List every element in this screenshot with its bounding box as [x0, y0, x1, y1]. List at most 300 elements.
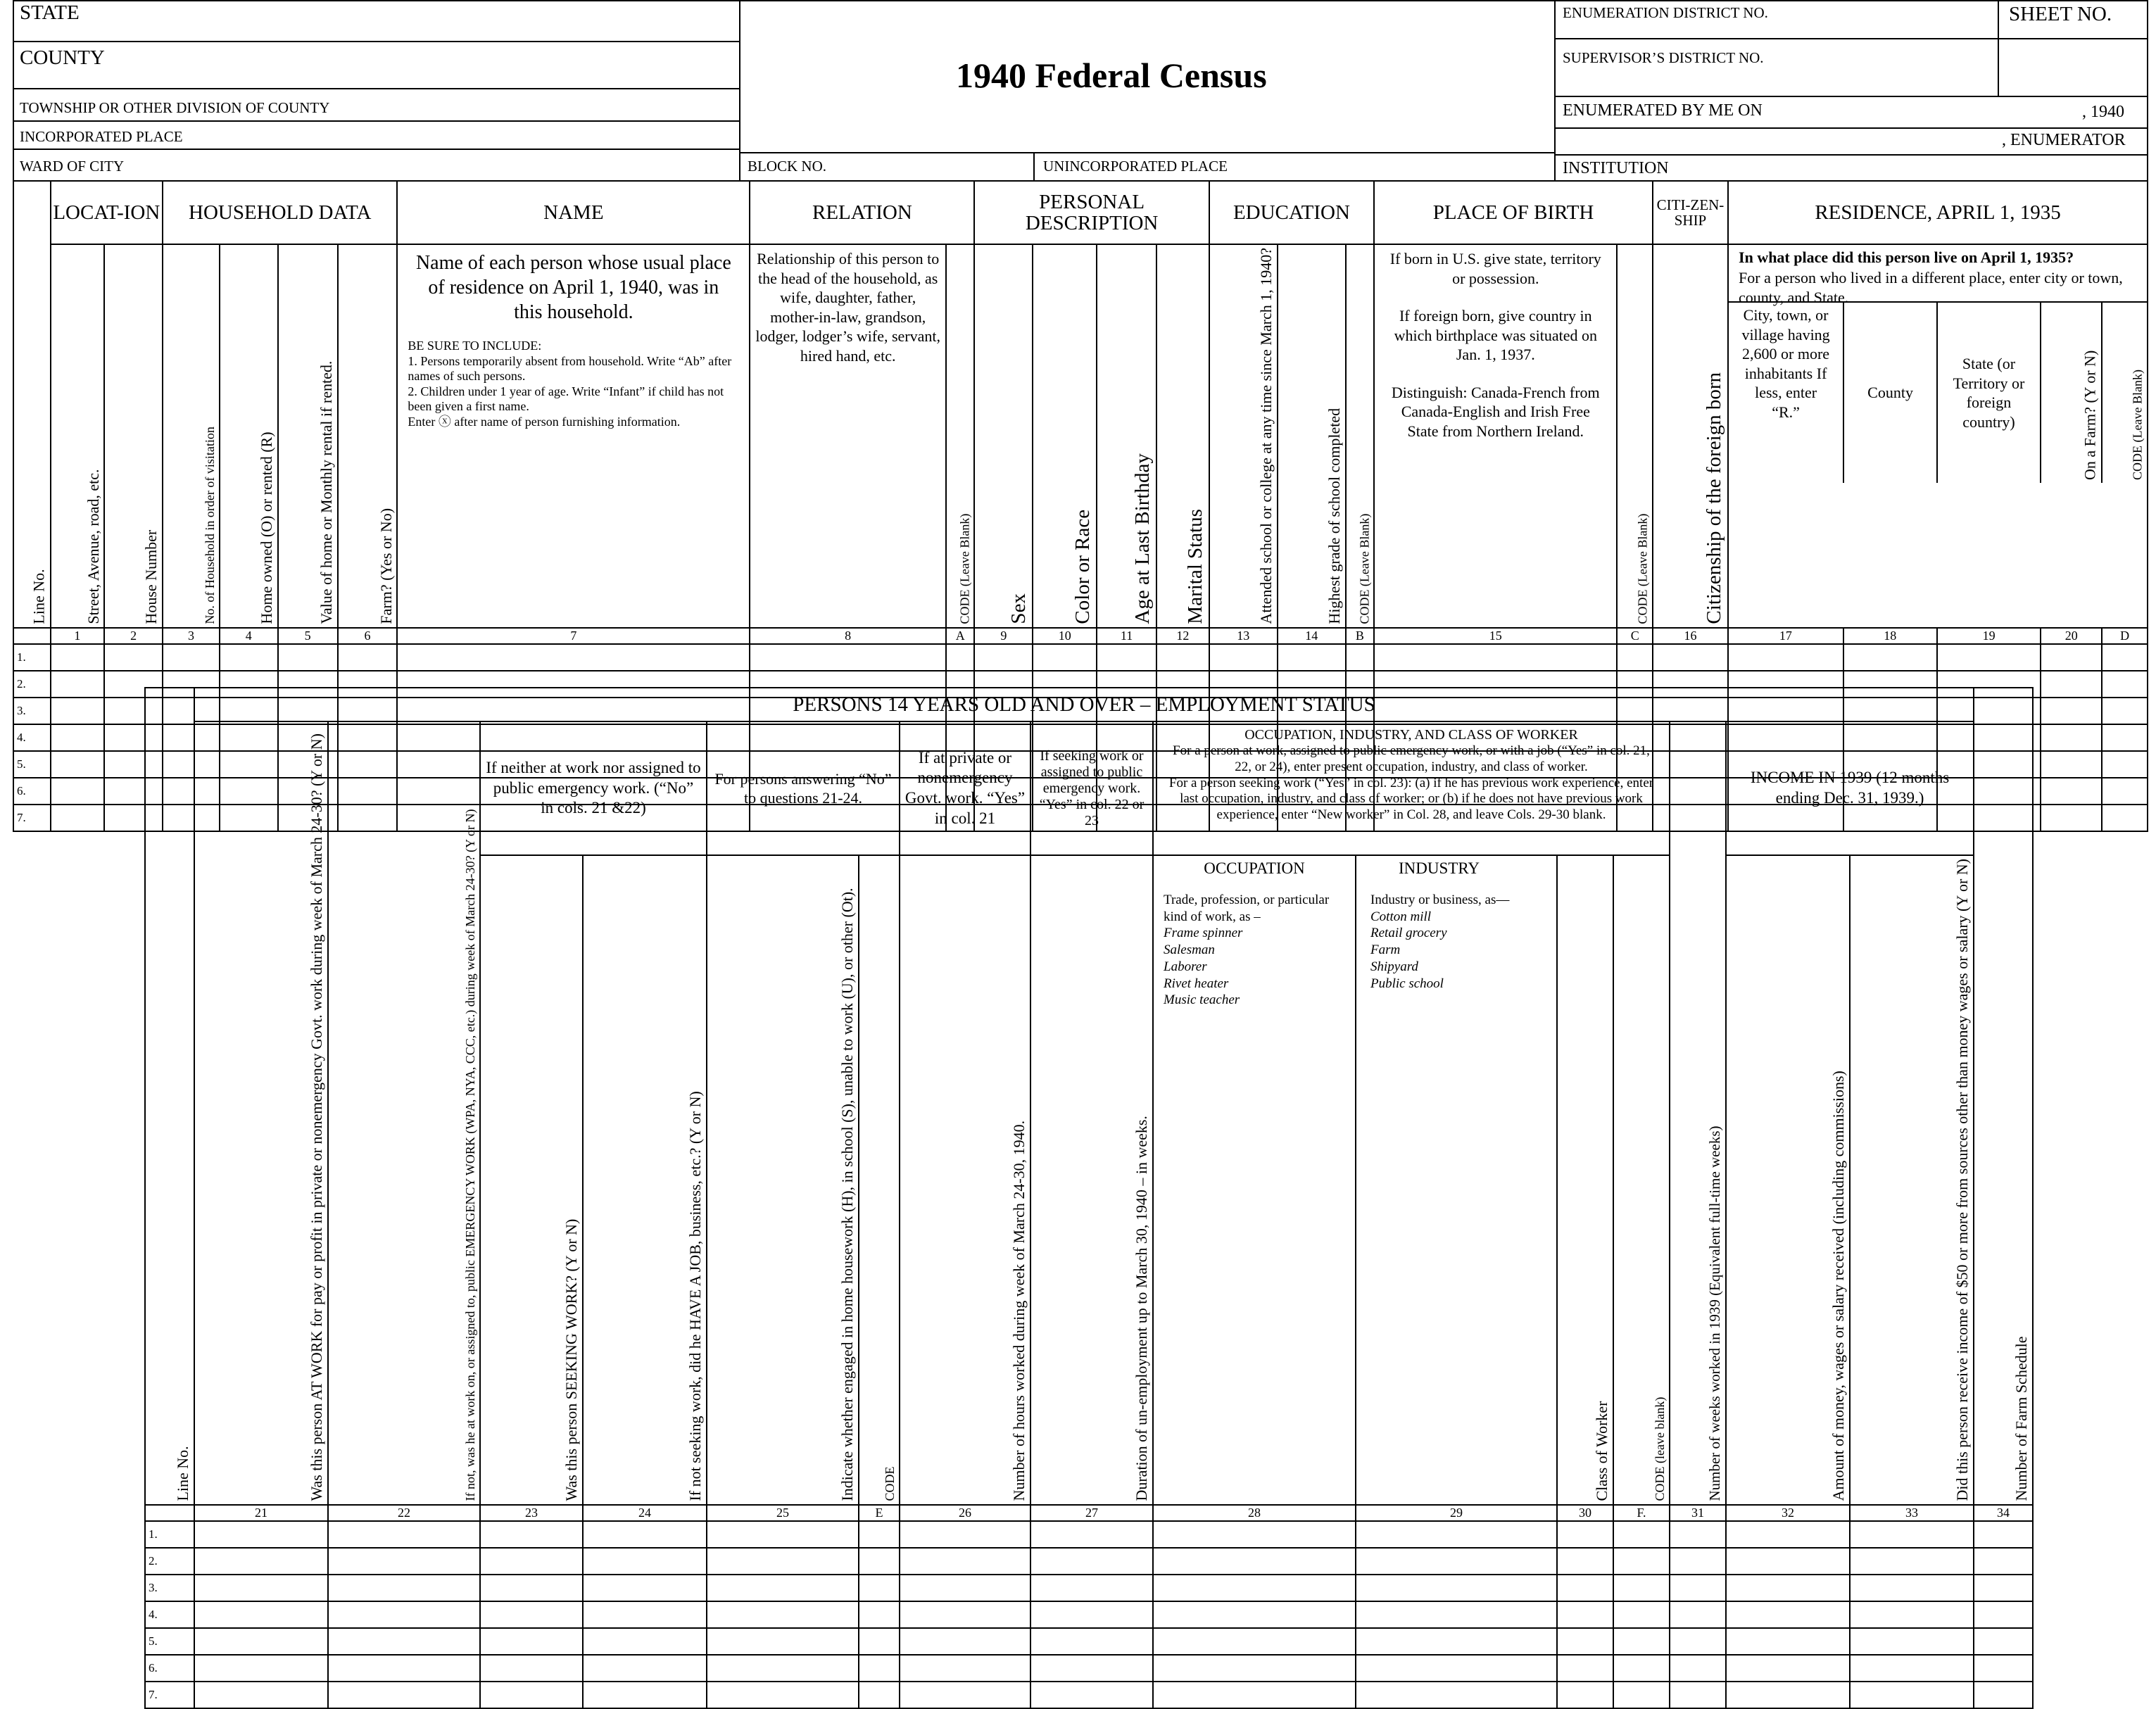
street-col: Street, Avenue, road, etc. — [51, 244, 105, 628]
entry-cell[interactable] — [1843, 644, 1937, 671]
entry-cell[interactable] — [2102, 671, 2148, 698]
entry-cell[interactable] — [328, 1521, 480, 1548]
entry-cell[interactable] — [2102, 724, 2148, 751]
farm-schedule-col: Number of Farm Schedule — [1974, 688, 2033, 1505]
entry-cell[interactable] — [859, 1601, 900, 1628]
column-number: 18 — [1843, 628, 1937, 644]
weeks-worked-col: Number of weeks worked in 1939 (Equivalent full-time weeks) — [1670, 721, 1726, 1505]
entry-cell[interactable] — [707, 1575, 859, 1601]
sex-col: Sex — [974, 244, 1033, 628]
entry-cell[interactable] — [1153, 1682, 1356, 1708]
entry-cell[interactable] — [707, 1628, 859, 1655]
entry-cell[interactable] — [1850, 1548, 1974, 1575]
column-number-row — [13, 628, 2148, 644]
entry-cell[interactable] — [480, 1655, 583, 1682]
entry-cell[interactable] — [900, 1682, 1030, 1708]
county-label: COUNTY — [20, 46, 105, 69]
personal-group: PERSONAL DESCRIPTION — [974, 181, 1209, 244]
column-number: 26 — [900, 1505, 1030, 1521]
entry-cell[interactable] — [1153, 1521, 1356, 1548]
line-number: 2. — [145, 1548, 194, 1575]
entry-cell[interactable] — [2041, 671, 2102, 698]
entry-cell[interactable] — [2102, 751, 2148, 778]
city-col: City, town, or village having 2,600 or more inhabitants If less, enter “R.” — [1729, 303, 1843, 483]
entry-cell[interactable] — [707, 1548, 859, 1575]
table-row — [145, 1682, 2033, 1708]
entry-cell[interactable] — [1726, 1682, 1850, 1708]
occupation-note-2: For a person seeking work (“Yes” in col. 23): (a) if he has previous work experience, enter last occupation, industry, and class of worker; or (b) if he does not have previous work experience, enter “New worker” in Col. 28, and leave Cols. 29-30 blank. — [1168, 775, 1654, 823]
entry-cell[interactable] — [1030, 1575, 1153, 1601]
incorporated-label: INCORPORATED PLACE — [20, 128, 183, 145]
entry-cell[interactable] — [2041, 724, 2102, 751]
entry-cell[interactable] — [1670, 1655, 1726, 1682]
race-col: Color or Race — [1033, 244, 1097, 628]
entry-cell[interactable] — [194, 1601, 328, 1628]
entry-cell[interactable] — [1278, 644, 1346, 671]
line-number: 7. — [13, 805, 51, 831]
entry-cell[interactable] — [104, 644, 163, 671]
entry-cell[interactable] — [1974, 1601, 2033, 1628]
entry-cell[interactable] — [1613, 1601, 1670, 1628]
entry-cell[interactable] — [338, 644, 398, 671]
column-number: 31 — [1670, 1505, 1726, 1521]
entry-cell[interactable] — [1726, 1575, 1850, 1601]
farm-col: Farm? (Yes or No) — [338, 244, 398, 628]
entry-cell[interactable] — [1613, 1521, 1670, 1548]
housework-col: Indicate whether engaged in home housework (H), in school (S), unable to work (U), or other (Ot). — [707, 855, 859, 1505]
entry-cell[interactable] — [480, 1548, 583, 1575]
entry-cell[interactable] — [1850, 1655, 1974, 1682]
year-suffix: , 1940 — [2082, 103, 2124, 121]
entry-cell[interactable] — [1030, 1601, 1153, 1628]
seeking-col: Was this person SEEKING WORK? (Y or N) — [480, 855, 583, 1505]
entry-cell[interactable] — [1974, 1575, 2033, 1601]
entry-cell[interactable] — [1670, 1575, 1726, 1601]
industry-example-5: Public school — [1370, 976, 1444, 991]
entry-cell[interactable] — [1356, 1628, 1557, 1655]
owned-col: Home owned (O) or rented (R) — [220, 244, 278, 628]
entry-cell[interactable] — [1670, 1628, 1726, 1655]
bottom-line-no-header: Line No. — [145, 688, 194, 1505]
at-work-col: Was this person AT WORK for pay or profit in private or nonemergency Govt. work during week of March 24-30? (Y or N) — [194, 721, 328, 1505]
entry-cell[interactable] — [2041, 644, 2102, 671]
code-b-col: CODE (Leave Blank) — [1346, 244, 1374, 628]
code-c-col: CODE (Leave Blank) — [1617, 244, 1652, 628]
entry-cell[interactable] — [900, 1521, 1030, 1548]
entry-cell[interactable] — [1613, 1575, 1670, 1601]
entry-cell[interactable] — [1153, 1655, 1356, 1682]
entry-cell[interactable] — [328, 1601, 480, 1628]
entry-cell[interactable] — [707, 1682, 859, 1708]
private-work-group: If at private or nonemergency Govt. work. “Yes” in col. 21 — [900, 721, 1030, 855]
entry-cell[interactable] — [1670, 1548, 1726, 1575]
name-item-1: 1. Persons temporarily absent from household. Write “Ab” after names of such persons. — [408, 353, 732, 384]
name-instructions: Name of each person whose usual place of residence on April 1, 1940, was in this household. — [415, 252, 731, 323]
occupation-title: OCCUPATION, INDUSTRY, AND CLASS OF WORKER — [1244, 727, 1578, 743]
entry-cell[interactable] — [1726, 1521, 1850, 1548]
column-number: 15 — [1374, 628, 1617, 644]
column-number: 21 — [194, 1505, 328, 1521]
column-number: 4 — [220, 628, 278, 644]
column-number: 9 — [974, 628, 1033, 644]
entry-cell[interactable] — [1030, 1521, 1153, 1548]
citizen-group: CITI-ZEN-SHIP — [1653, 181, 1728, 244]
entry-cell[interactable] — [1974, 1682, 2033, 1708]
entry-cell[interactable] — [1974, 1628, 2033, 1655]
entry-cell[interactable] — [328, 1628, 480, 1655]
table-row — [145, 1655, 2033, 1682]
value-col: Value of home or Monthly rental if rented. — [278, 244, 338, 628]
entry-cell[interactable] — [1974, 1655, 2033, 1682]
code-e-col: CODE — [859, 855, 900, 1505]
name-group: NAME — [397, 181, 750, 244]
birth-group: PLACE OF BIRTH — [1374, 181, 1653, 244]
entry-cell[interactable] — [194, 1682, 328, 1708]
column-number: 25 — [707, 1505, 859, 1521]
entry-cell[interactable] — [1613, 1548, 1670, 1575]
column-number: D — [2102, 628, 2148, 644]
entry-cell[interactable] — [900, 1655, 1030, 1682]
table-row — [145, 1628, 2033, 1655]
table-row — [145, 1521, 2033, 1548]
birth-note-3: Distinguish: Canada-French from Canada-English and Irish Free State from Northern Ireland. — [1391, 383, 1600, 440]
entry-cell[interactable] — [1557, 1521, 1613, 1548]
duration-col: Duration of un-employment up to March 30, 1940 – in weeks. — [1030, 855, 1153, 1505]
table-row — [13, 644, 2148, 671]
entry-cell[interactable] — [480, 1601, 583, 1628]
column-number: 14 — [1278, 628, 1346, 644]
name-item-2: 2. Children under 1 year of age. Write “Infant” if child has not been given a first name. — [408, 384, 724, 414]
column-number: E — [859, 1505, 900, 1521]
entry-cell[interactable] — [1937, 644, 2041, 671]
township-label: TOWNSHIP OR OTHER DIVISION OF COUNTY — [20, 99, 330, 116]
column-number: 20 — [2041, 628, 2102, 644]
entry-cell[interactable] — [1726, 1628, 1850, 1655]
occupation-desc: Trade, profession, or particular kind of work, as – — [1164, 892, 1330, 924]
column-number: F. — [1613, 1505, 1670, 1521]
column-number: 12 — [1156, 628, 1209, 644]
relation-col: Relationship of this person to the head of the household, as wife, daughter, father, mother-in-law, grandson, lodger, lodger’s wife, servant, hired hand, etc. — [750, 244, 946, 628]
column-number: B — [1346, 628, 1374, 644]
line-number: 5. — [145, 1628, 194, 1655]
column-number: 11 — [1097, 628, 1156, 644]
occupation-example-1: Frame spinner — [1164, 926, 1243, 941]
occupation-col — [1153, 855, 1356, 1505]
entry-cell[interactable] — [1356, 1655, 1557, 1682]
column-number: 34 — [1974, 1505, 2033, 1521]
entry-cell[interactable] — [1670, 1682, 1726, 1708]
unincorporated-label: UNINCORPORATED PLACE — [1043, 158, 1228, 175]
line-number: 6. — [13, 778, 51, 805]
entry-cell[interactable] — [1557, 1601, 1613, 1628]
entry-cell[interactable] — [1613, 1628, 1670, 1655]
answering-no-group: For persons answering “No” to questions 21-24. — [707, 721, 900, 855]
line-number: 1. — [145, 1521, 194, 1548]
entry-cell[interactable] — [1356, 1521, 1557, 1548]
column-number: 29 — [1356, 1505, 1557, 1521]
census-header — [13, 0, 2148, 182]
column-number: 1 — [51, 628, 105, 644]
bottom-column-number-row — [145, 1505, 2033, 1521]
entry-cell[interactable] — [397, 644, 750, 671]
table-row — [145, 1548, 2033, 1575]
column-number: 16 — [1653, 628, 1728, 644]
state-col: State (or Territory or foreign country) — [1937, 303, 2041, 483]
entry-cell[interactable] — [51, 805, 105, 831]
industry-example-2: Retail grocery — [1370, 926, 1447, 941]
entry-cell[interactable] — [583, 1521, 707, 1548]
occupation-group — [1153, 721, 1670, 855]
house-col: House Number — [104, 244, 163, 628]
column-number: 24 — [583, 1505, 707, 1521]
entry-cell[interactable] — [1033, 644, 1097, 671]
hours-col: Number of hours worked during week of March 24-30, 1940. — [900, 855, 1030, 1505]
entry-cell[interactable] — [1030, 1682, 1153, 1708]
residence-note: For a person who lived in a different place, enter city or town, county, and State. — [1739, 268, 2123, 307]
household-group: HOUSEHOLD DATA — [163, 181, 397, 244]
entry-cell[interactable] — [220, 644, 278, 671]
entry-cell[interactable] — [1153, 1548, 1356, 1575]
column-number: 27 — [1030, 1505, 1153, 1521]
entry-cell[interactable] — [1613, 1682, 1670, 1708]
entry-cell[interactable] — [859, 1628, 900, 1655]
entry-cell[interactable] — [900, 1575, 1030, 1601]
entry-cell[interactable] — [583, 1548, 707, 1575]
column-number: 32 — [1726, 1505, 1850, 1521]
entry-cell[interactable] — [163, 644, 220, 671]
entry-cell[interactable] — [1346, 644, 1374, 671]
entry-cell[interactable] — [1356, 1548, 1557, 1575]
entry-cell[interactable] — [1097, 644, 1156, 671]
entry-cell[interactable] — [2102, 778, 2148, 805]
industry-example-1: Cotton mill — [1370, 909, 1432, 924]
occupation-heading: OCCUPATION — [1204, 859, 1305, 877]
entry-cell[interactable] — [1974, 1548, 2033, 1575]
entry-cell[interactable] — [328, 1655, 480, 1682]
column-number: 17 — [1728, 628, 1843, 644]
entry-cell[interactable] — [859, 1548, 900, 1575]
entry-cell[interactable] — [194, 1628, 328, 1655]
entry-cell[interactable] — [2102, 644, 2148, 671]
entry-cell[interactable] — [1728, 644, 1843, 671]
entry-cell[interactable] — [750, 644, 946, 671]
name-item-3: Enter ⓧ after name of person furnishing information. — [408, 414, 681, 429]
occupation-example-2: Salesman — [1164, 942, 1215, 957]
location-group: LOCAT-ION — [51, 181, 163, 244]
name-sure: BE SURE TO INCLUDE: — [408, 339, 542, 353]
onfarm-col: On a Farm? (Y or N) — [2041, 303, 2102, 483]
entry-cell[interactable] — [1726, 1601, 1850, 1628]
state-label: STATE — [20, 1, 80, 24]
line-no-header: Line No. — [13, 181, 51, 628]
entry-cell[interactable] — [1670, 1601, 1726, 1628]
enum-district-label: ENUMERATION DISTRICT NO. — [1563, 4, 1768, 21]
entry-cell[interactable] — [900, 1628, 1030, 1655]
code-f-col: CODE (leave blank) — [1613, 855, 1670, 1505]
entry-cell[interactable] — [1726, 1548, 1850, 1575]
entry-cell[interactable] — [1850, 1628, 1974, 1655]
income-group: INCOME IN 1939 (12 months ending Dec. 31, 1939.) — [1726, 721, 1974, 855]
entry-cell[interactable] — [1030, 1548, 1153, 1575]
entry-cell[interactable] — [859, 1521, 900, 1548]
entry-cell[interactable] — [2041, 778, 2102, 805]
entry-cell[interactable] — [51, 751, 105, 778]
industry-heading: INDUSTRY — [1399, 859, 1480, 877]
entry-cell[interactable] — [51, 698, 105, 724]
entry-cell[interactable] — [1153, 1575, 1356, 1601]
entry-cell[interactable] — [1153, 1601, 1356, 1628]
entry-cell[interactable] — [1557, 1548, 1613, 1575]
entry-cell[interactable] — [1726, 1655, 1850, 1682]
block-label: BLOCK NO. — [748, 158, 827, 175]
entry-cell[interactable] — [707, 1521, 859, 1548]
entry-cell[interactable] — [1557, 1628, 1613, 1655]
column-number: A — [946, 628, 974, 644]
entry-cell[interactable] — [859, 1655, 900, 1682]
code-d-col: CODE (Leave Blank) — [2102, 303, 2147, 483]
seeking-work-group: If seeking work or assigned to public emergency work. “Yes” in col. 22 or 23 — [1030, 721, 1153, 855]
entry-cell[interactable] — [51, 671, 105, 698]
line-number: 1. — [13, 644, 51, 671]
entry-cell[interactable] — [1670, 1521, 1726, 1548]
entry-cell[interactable] — [51, 644, 105, 671]
entry-cell[interactable] — [1356, 1601, 1557, 1628]
enumerated-label: ENUMERATED BY ME ON — [1563, 101, 1763, 120]
class-worker-col: Class of Worker — [1557, 855, 1613, 1505]
neither-group: If neither at work nor assigned to public emergency work. (“No” in cols. 21 &22) — [480, 721, 707, 855]
entry-cell[interactable] — [480, 1682, 583, 1708]
entry-cell[interactable] — [2041, 698, 2102, 724]
residence-question: In what place did this person live on April 1, 1935? — [1739, 248, 2074, 266]
name-col — [397, 244, 750, 628]
entry-cell[interactable] — [1209, 644, 1278, 671]
entry-cell[interactable] — [1557, 1655, 1613, 1682]
entry-cell[interactable] — [1557, 1575, 1613, 1601]
entry-cell[interactable] — [51, 778, 105, 805]
entry-cell[interactable] — [1153, 1628, 1356, 1655]
entry-cell[interactable] — [1850, 1682, 1974, 1708]
column-number: 7 — [397, 628, 750, 644]
have-job-col: If not seeking work, did he HAVE A JOB, business, etc.? (Y or N) — [583, 855, 707, 1505]
employment-title: PERSONS 14 YEARS OLD AND OVER – EMPLOYMENT STATUS — [194, 688, 1974, 721]
entry-cell[interactable] — [859, 1575, 900, 1601]
entry-cell[interactable] — [1850, 1521, 1974, 1548]
institution-label: INSTITUTION — [1563, 159, 1669, 177]
entry-cell[interactable] — [1356, 1682, 1557, 1708]
column-number: C — [1617, 628, 1652, 644]
entry-cell[interactable] — [328, 1548, 480, 1575]
household-no-col: No. of Household in order of visitation — [163, 244, 220, 628]
entry-cell[interactable] — [974, 644, 1033, 671]
entry-cell[interactable] — [583, 1575, 707, 1601]
table-row — [145, 1575, 2033, 1601]
column-number: 33 — [1850, 1505, 1974, 1521]
line-number: 3. — [13, 698, 51, 724]
column-number: 23 — [480, 1505, 583, 1521]
wages-col: Amount of money, wages or salary received (including commissions) — [1726, 855, 1850, 1505]
entry-cell[interactable] — [1653, 644, 1728, 671]
industry-example-3: Farm — [1370, 942, 1401, 957]
entry-cell[interactable] — [194, 1548, 328, 1575]
line-number: 4. — [13, 724, 51, 751]
entry-cell[interactable] — [900, 1548, 1030, 1575]
entry-cell[interactable] — [51, 724, 105, 751]
ward-label: WARD OF CITY — [20, 158, 125, 175]
entry-cell[interactable] — [583, 1682, 707, 1708]
entry-cell[interactable] — [480, 1521, 583, 1548]
entry-cell[interactable] — [1030, 1628, 1153, 1655]
entry-cell[interactable] — [1356, 1575, 1557, 1601]
industry-desc: Industry or business, as— — [1370, 892, 1510, 907]
citizenship-col: Citizenship of the foreign born — [1653, 244, 1728, 628]
entry-cell[interactable] — [278, 644, 338, 671]
entry-cell[interactable] — [480, 1628, 583, 1655]
occupation-example-4: Rivet heater — [1164, 976, 1229, 991]
line-number: 6. — [145, 1655, 194, 1682]
column-number: 28 — [1153, 1505, 1356, 1521]
entry-cell[interactable] — [2102, 698, 2148, 724]
line-number: 7. — [145, 1682, 194, 1708]
entry-cell[interactable] — [707, 1655, 859, 1682]
entry-cell[interactable] — [859, 1682, 900, 1708]
birth-col — [1374, 244, 1617, 628]
entry-cell[interactable] — [480, 1575, 583, 1601]
birth-note-2: If foreign born, give country in which birthplace was situated on Jan. 1, 1937. — [1394, 307, 1597, 363]
entry-cell[interactable] — [194, 1521, 328, 1548]
entry-cell[interactable] — [1030, 1655, 1153, 1682]
entry-cell[interactable] — [328, 1682, 480, 1708]
entry-cell[interactable] — [707, 1601, 859, 1628]
column-number: 2 — [104, 628, 163, 644]
attended-col: Attended school or college at any time since March 1, 1940? — [1209, 244, 1278, 628]
age-col: Age at Last Birthday — [1097, 244, 1156, 628]
entry-cell[interactable] — [1374, 644, 1617, 671]
birth-note-1: If born in U.S. give state, territory or possession. — [1389, 250, 1601, 287]
sheet-label: SHEET NO. — [2009, 3, 2112, 25]
residence-cell — [1728, 244, 2148, 628]
entry-cell[interactable] — [946, 644, 974, 671]
county-col: County — [1843, 303, 1937, 483]
supervisor-label: SUPERVISOR’S DISTRICT NO. — [1563, 49, 1764, 66]
entry-cell[interactable] — [1850, 1575, 1974, 1601]
entry-cell[interactable] — [900, 1601, 1030, 1628]
marital-col: Marital Status — [1156, 244, 1209, 628]
entry-cell[interactable] — [1974, 1521, 2033, 1548]
column-number: 22 — [328, 1505, 480, 1521]
entry-cell[interactable] — [583, 1601, 707, 1628]
entry-cell[interactable] — [583, 1655, 707, 1682]
residence-group: RESIDENCE, APRIL 1, 1935 — [1728, 181, 2148, 244]
entry-cell[interactable] — [1850, 1601, 1974, 1628]
column-number: 10 — [1033, 628, 1097, 644]
entry-cell[interactable] — [1557, 1682, 1613, 1708]
entry-cell[interactable] — [1156, 644, 1209, 671]
entry-cell[interactable] — [194, 1655, 328, 1682]
grade-col: Highest grade of school completed — [1278, 244, 1346, 628]
entry-cell[interactable] — [583, 1628, 707, 1655]
entry-cell[interactable] — [2041, 805, 2102, 831]
entry-cell[interactable] — [2041, 751, 2102, 778]
entry-cell[interactable] — [1613, 1655, 1670, 1682]
column-number: 13 — [1209, 628, 1278, 644]
entry-cell[interactable] — [1617, 644, 1652, 671]
column-number: 5 — [278, 628, 338, 644]
entry-cell[interactable] — [2102, 805, 2148, 831]
entry-cell[interactable] — [194, 1575, 328, 1601]
occupation-note-1: For a person at work, assigned to public emergency work, or with a job (“Yes” in col. 21, 22, or 24), enter present occupation, industry, and class of worker. — [1173, 743, 1650, 774]
census-title: 1940 Federal Census — [956, 56, 1267, 95]
entry-cell[interactable] — [328, 1575, 480, 1601]
